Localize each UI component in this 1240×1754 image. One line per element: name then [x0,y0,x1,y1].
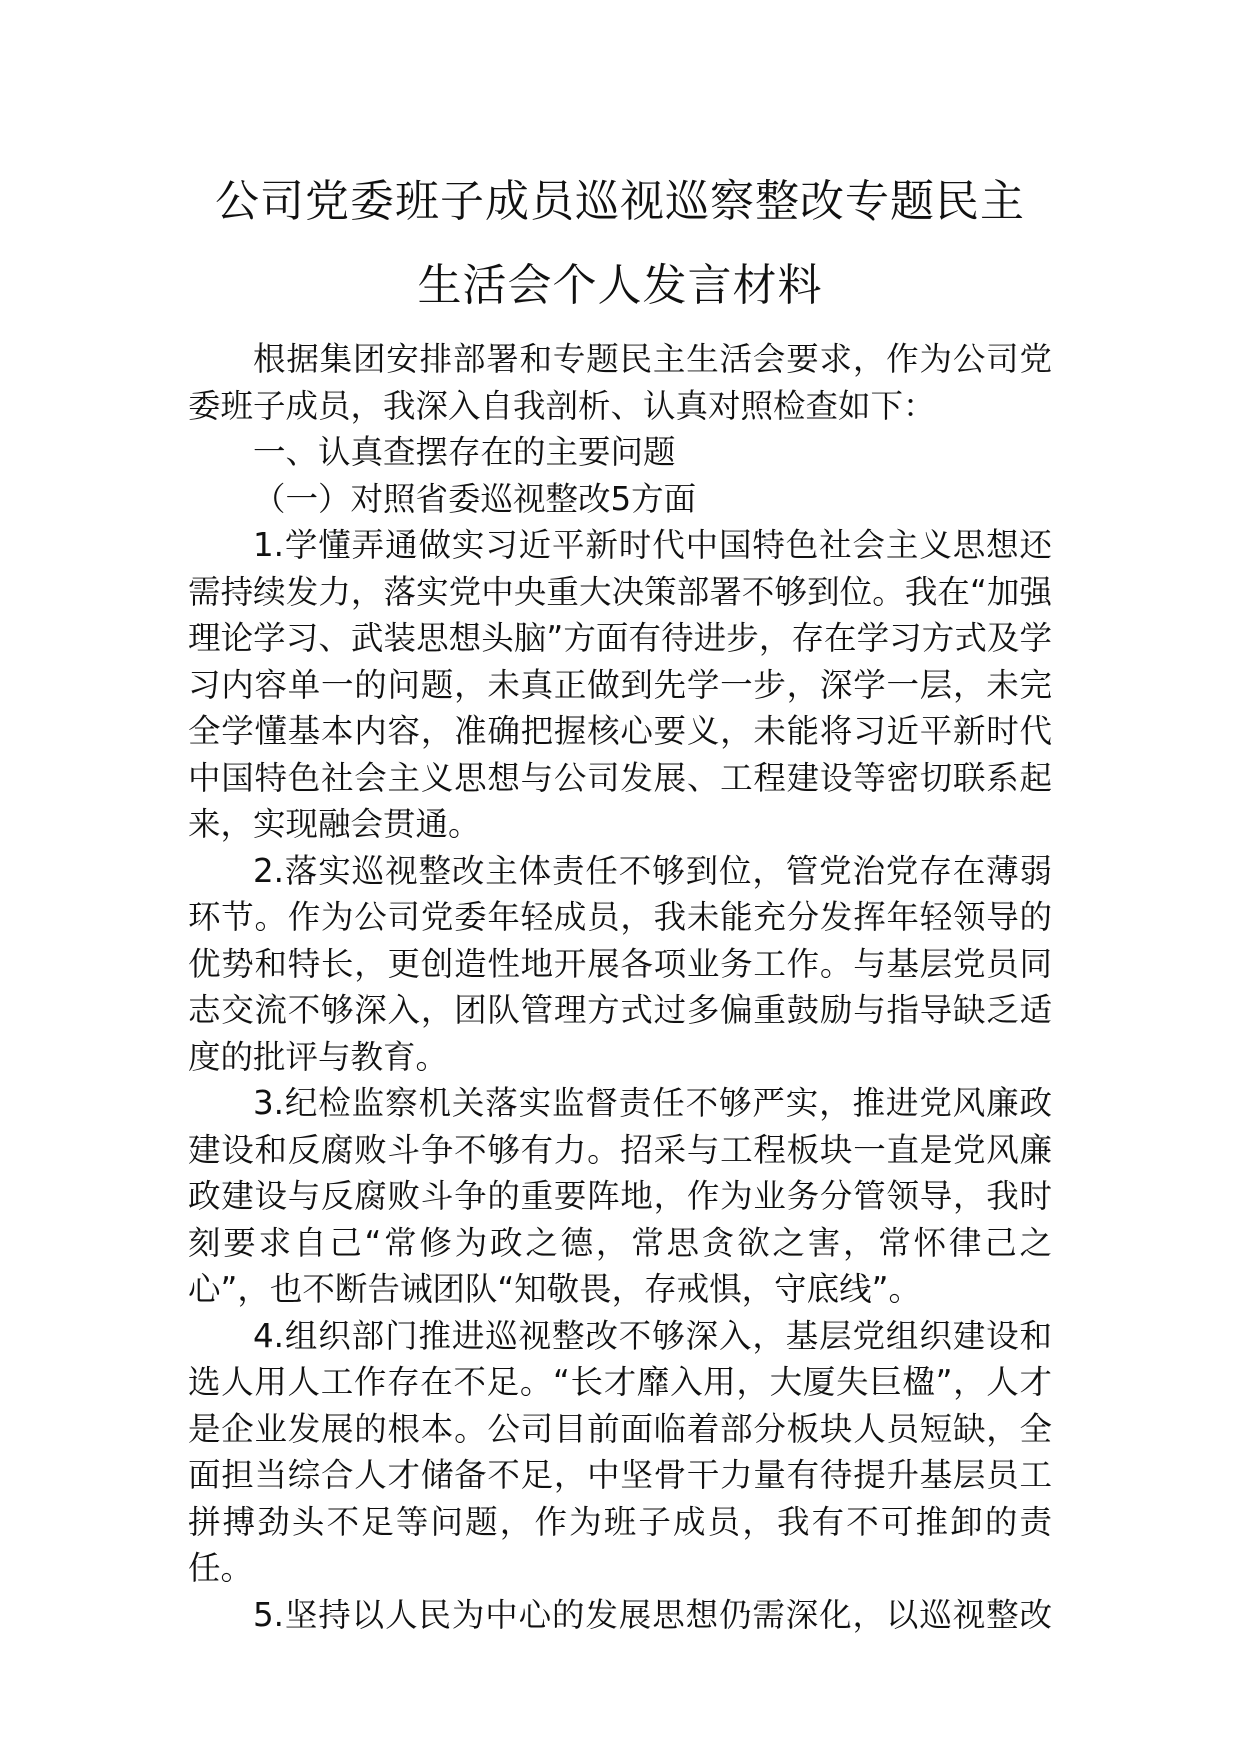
issue-paragraph-3: 3.纪检监察机关落实监督责任不够严实，推进党风廉政建设和反腐败斗争不够有力。招采与工程板块一直是党风廉政建设与反腐败斗争的重要阵地，作为业务分管领导，我时刻要求自己“常修为政之德，常思贪欲之害，常怀律己之心”，也不断告诫团队“知敬畏，存戒惧，守底线”。 [188,1084,1052,1308]
issue-paragraph-5: 5.坚持以人民为中心的发展思想仍需深化，以巡视整改 [253,1595,1052,1634]
document-title-line-2: 生活会个人发言材料 [417,260,823,311]
issue-paragraph-4: 4.组织部门推进巡视整改不够深入，基层党组织建设和选人用人工作存在不足。“长才靡入用，大厦失巨楹”，人才是企业发展的根本。公司目前面临着部分板块人员短缺，全面担当综合人才储备不足，中坚骨干力量有待提升基层员工拼搏劲头不足等问题，作为班子成员，我有不可推卸的责任。 [188,1316,1052,1587]
subsection-heading: （一）对照省委巡视整改5方面 [253,479,697,518]
document-body [188,336,1052,1638]
document-title-line-1: 公司党委班子成员巡视巡察整改专题民主 [215,176,1025,227]
section-heading: 一、认真查摆存在的主要问题 [253,433,676,471]
issue-paragraph-1: 1.学懂弄通做实习近平新时代中国特色社会主义思想还需持续发力，落实党中央重大决策部署不够到位。我在“加强理论学习、武装思想头脑”方面有待进步，存在学习方式及学习内容单一的问题，未真正做到先学一步，深学一层，未完全学懂基本内容，准确把握核心要义，未能将习近平新时代中国特色社会主义思想与公司发展、工程建设等密切联系起来，实现融会贯通。 [188,526,1052,843]
issue-paragraph-2: 2.落实巡视整改主体责任不够到位，管党治党存在薄弱环节。作为公司党委年轻成员，我未能充分发挥年轻领导的优势和特长，更创造性地开展各项业务工作。与基层党员同志交流不够深入，团队管理方式过多偏重鼓励与指导缺乏适度的批评与教育。 [188,851,1052,1076]
intro-paragraph: 根据集团安排部署和专题民主生活会要求，作为公司党委班子成员，我深入自我剖析、认真对照检查如下： [188,340,1052,425]
